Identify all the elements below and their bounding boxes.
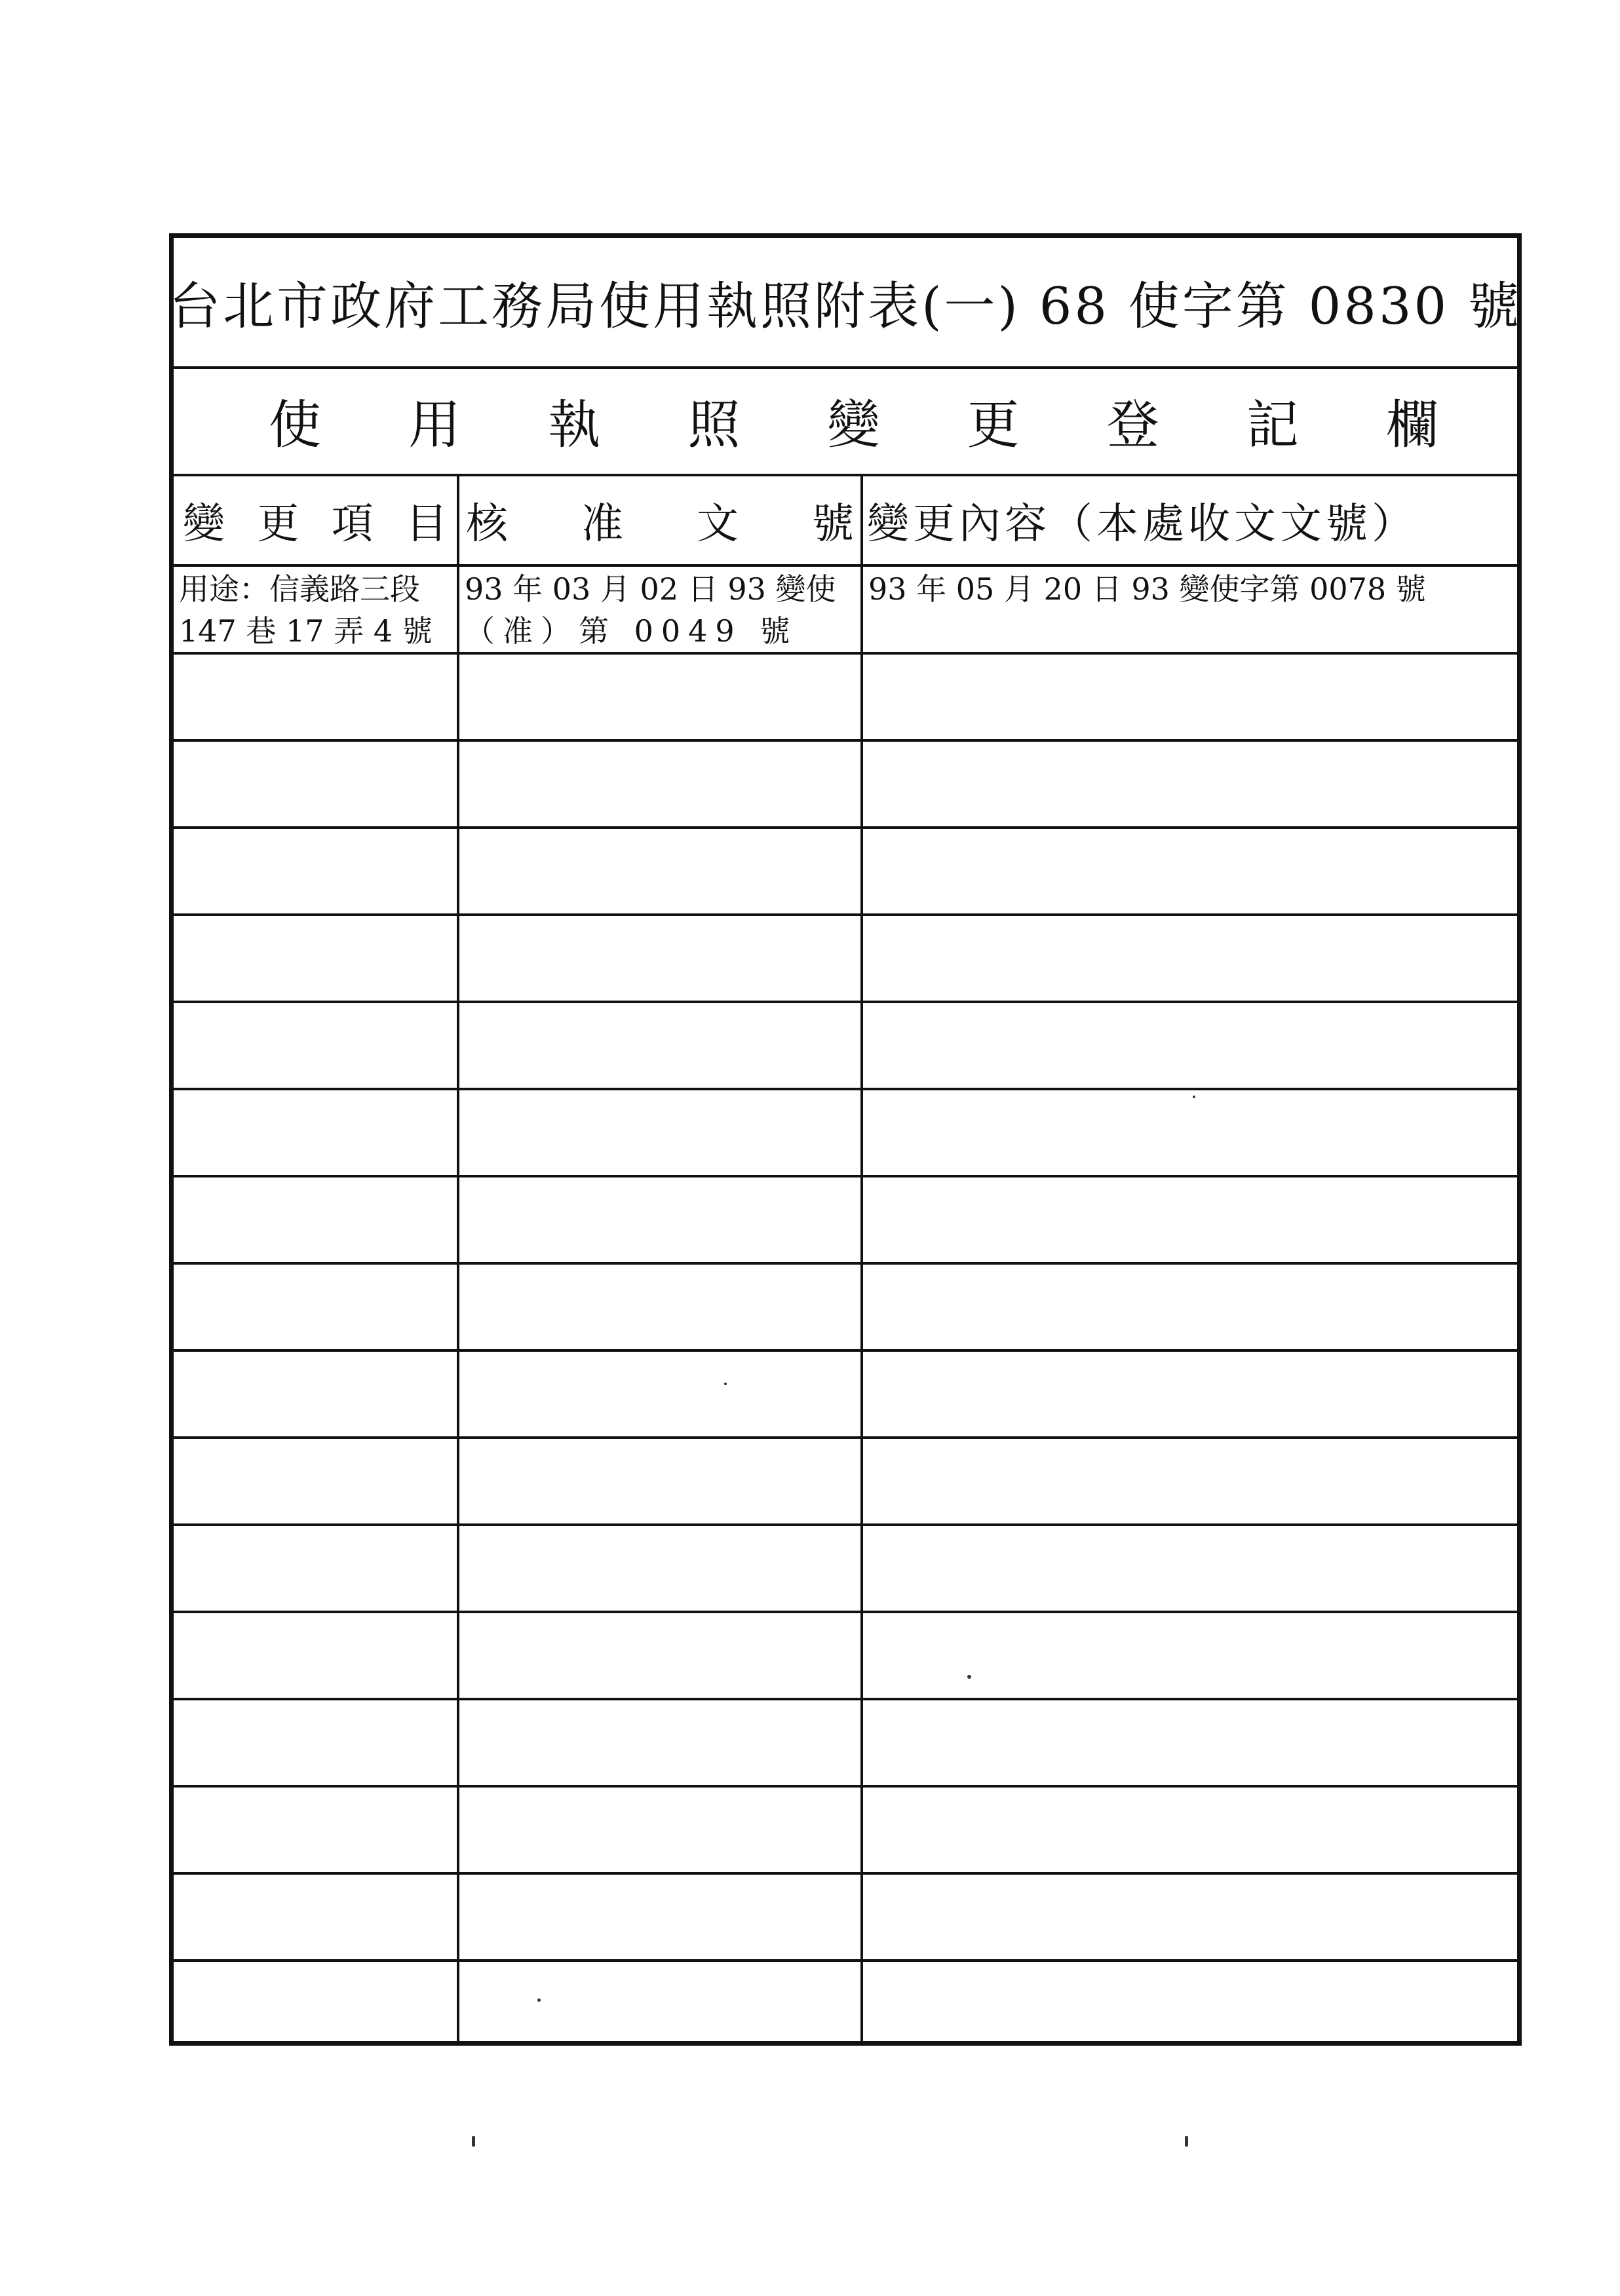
form-subtitle (174, 366, 1517, 476)
subtitle-char: 更 (967, 394, 1020, 455)
subtitle-char: 登 (1106, 394, 1159, 455)
scan-speck (472, 2136, 475, 2147)
subtitle-char: 記 (1246, 394, 1299, 455)
table-row (174, 1872, 1517, 1962)
header-approval-number (459, 476, 860, 564)
subtitle-char: 執 (548, 394, 601, 455)
header-char: 項 (331, 500, 374, 548)
scan-speck (1185, 2136, 1188, 2147)
header-char: 准 (581, 500, 623, 548)
header-change-item (174, 476, 457, 564)
change-registration-form (169, 233, 1522, 2046)
header-char: 更 (257, 500, 299, 548)
table-row (174, 1698, 1517, 1788)
column-divider (457, 476, 459, 2041)
change-item-cell (179, 568, 454, 652)
table-row (174, 1175, 1517, 1265)
header-change-content: 變更內容（本處收文文號） (867, 500, 1418, 548)
approval-number-cell (465, 568, 858, 652)
table-row (174, 1523, 1517, 1613)
column-divider (860, 476, 863, 2041)
form-title-text: 台北市政府工務局使用執照附表(一) 68 使字第 0830 號 (169, 277, 1522, 336)
header-char: 核 (466, 500, 508, 548)
table-row (174, 1349, 1517, 1439)
table-row (174, 1785, 1517, 1875)
header-char: 文 (697, 500, 739, 548)
table-row (174, 1001, 1517, 1090)
table-row (174, 739, 1517, 829)
subtitle-char: 照 (687, 394, 741, 455)
table-row (174, 1262, 1517, 1352)
approval-line: （准）第 0049 號 (465, 613, 798, 649)
scan-speck (1193, 1096, 1195, 1098)
approval-line: 93 年 03 月 02 日 93 變使 (465, 571, 836, 607)
change-content-line: 93 年 05 月 20 日 93 變使字第 0078 號 (868, 571, 1426, 607)
scan-speck (967, 1675, 971, 1679)
subtitle-char: 變 (827, 394, 880, 455)
table-row (174, 1611, 1517, 1700)
table-row (174, 564, 1517, 655)
table-row (174, 913, 1517, 1003)
table-header (174, 476, 1517, 567)
header-char: 變 (183, 500, 225, 548)
table-row (174, 826, 1517, 916)
change-item-line: 用途：信義路三段 (179, 571, 420, 607)
table-row (174, 652, 1517, 742)
table-row (174, 1088, 1517, 1177)
subtitle-char: 欄 (1386, 394, 1438, 455)
scan-speck (724, 1383, 727, 1385)
form-title (169, 238, 1522, 369)
change-item-line: 147 巷 17 弄 4 號 (179, 613, 433, 649)
change-content-cell (868, 568, 1517, 610)
scan-speck (537, 1999, 541, 2002)
table-row (174, 1436, 1517, 1526)
subtitle-char: 用 (408, 394, 461, 455)
header-char: 目 (405, 500, 448, 548)
subtitle-char: 使 (269, 394, 321, 455)
header-char: 號 (812, 500, 854, 548)
table-row (174, 1959, 1517, 2046)
